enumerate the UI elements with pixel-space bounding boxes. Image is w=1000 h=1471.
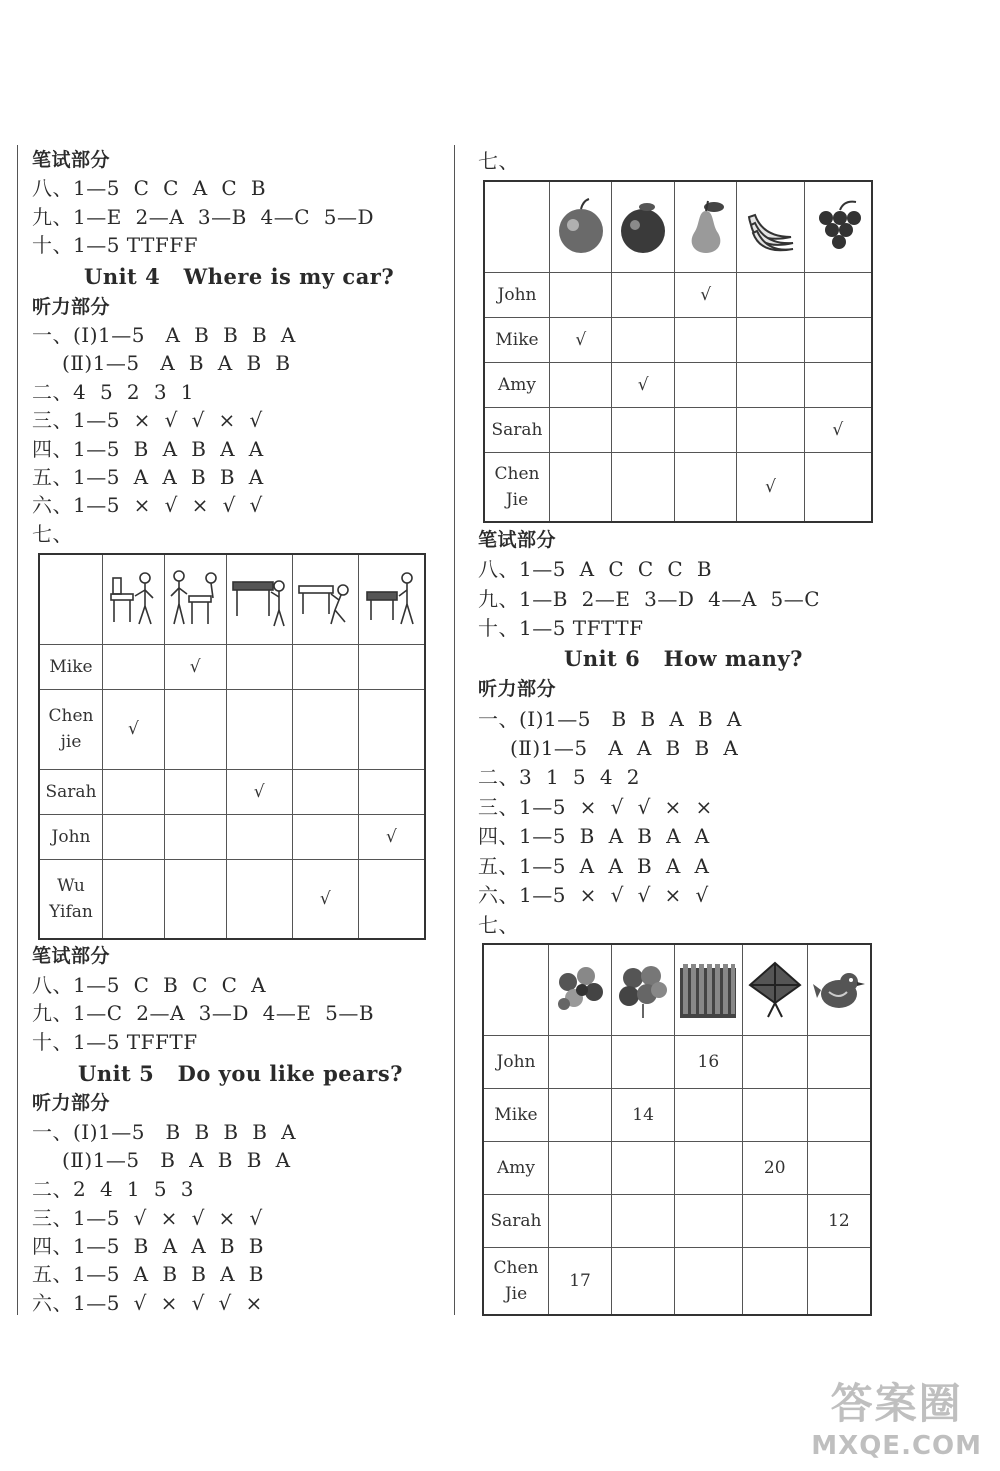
answer-cell <box>674 317 736 362</box>
picture-cell <box>674 181 736 272</box>
answer-line: 三、1—5 √ × √ × √ <box>32 1206 263 1230</box>
corner-cell <box>483 944 549 1035</box>
answer-line: 二、4 5 2 3 1 <box>32 380 194 404</box>
section-heading: 听力部分 <box>32 296 111 318</box>
unit6-counting-table <box>482 943 872 1316</box>
name-cell: Chen Jie <box>483 1247 549 1315</box>
name-cell: Amy <box>484 362 550 407</box>
answer-cell: 17 <box>549 1247 612 1315</box>
pear-icon <box>675 197 736 257</box>
bird-icon <box>808 960 870 1020</box>
unit-title: Unit 5 Do you like pears? <box>78 1061 403 1086</box>
answer-line: 八、1—5 C B C C A <box>32 973 267 997</box>
answer-cell <box>550 407 612 452</box>
name-cell: Mike <box>39 644 103 689</box>
kite-icon <box>743 959 807 1021</box>
picture-cell <box>292 554 358 644</box>
answer-line: 七、 <box>478 149 519 173</box>
answer-cell <box>549 1194 612 1247</box>
picture-cell <box>164 554 226 644</box>
section-heading: 听力部分 <box>32 1092 111 1114</box>
answer-cell <box>612 1141 675 1194</box>
answer-line: 五、1—5 A B B A B <box>32 1262 265 1286</box>
section-heading: 笔试部分 <box>32 945 111 967</box>
watermark-logo: 答案圈 <box>830 1379 963 1428</box>
answer-cell: √ <box>737 452 804 522</box>
answer-cell <box>612 407 674 452</box>
answer-cell: √ <box>103 689 165 769</box>
answer-cell: √ <box>292 859 358 939</box>
name-cell: John <box>484 272 550 317</box>
answer-line: 四、1—5 B A A B B <box>32 1234 265 1258</box>
answer-cell <box>612 272 674 317</box>
answer-cell: √ <box>612 362 674 407</box>
answer-cell <box>164 814 226 859</box>
answer-cell <box>292 689 358 769</box>
answer-cell <box>807 1247 871 1315</box>
answer-cell <box>737 317 804 362</box>
picture-cell <box>226 554 292 644</box>
answer-cell <box>807 1035 871 1088</box>
answer-cell <box>675 1141 742 1194</box>
answer-cell: √ <box>674 272 736 317</box>
answer-line: (Ⅱ)1—5 A B A B B <box>62 351 291 375</box>
answer-cell <box>358 689 425 769</box>
picture-cell <box>612 944 675 1035</box>
name-cell: John <box>39 814 103 859</box>
answer-cell <box>737 407 804 452</box>
answer-line: 十、1—5 TTFFF <box>32 233 198 257</box>
answer-line: 二、2 4 1 5 3 <box>32 1177 194 1201</box>
section-heading: 笔试部分 <box>32 149 111 171</box>
name-cell: Mike <box>483 1088 549 1141</box>
answer-cell <box>742 1088 807 1141</box>
answer-cell: 12 <box>807 1194 871 1247</box>
answer-cell: 16 <box>675 1035 742 1088</box>
answer-cell <box>226 859 292 939</box>
picture-cell <box>675 944 742 1035</box>
answer-cell <box>549 1141 612 1194</box>
answer-line: 一、(Ⅰ)1—5 B B B B A <box>32 1120 297 1144</box>
answer-line: 十、1—5 TFTTF <box>478 616 644 640</box>
banana-icon <box>737 197 803 257</box>
apple-icon <box>550 197 611 257</box>
answer-cell <box>164 769 226 814</box>
picture-cell <box>742 944 807 1035</box>
answer-cell <box>675 1247 742 1315</box>
answer-cell <box>807 1141 871 1194</box>
answer-cell <box>674 362 736 407</box>
unit-title: Unit 4 Where is my car? <box>84 264 395 289</box>
answer-line: 四、1—5 B A B A A <box>478 824 710 848</box>
answer-cell <box>804 452 872 522</box>
answer-cell: 14 <box>612 1088 675 1141</box>
answer-line: 七、 <box>32 522 73 546</box>
name-cell: Chen Jie <box>484 452 550 522</box>
answer-cell <box>549 1088 612 1141</box>
answer-cell <box>737 362 804 407</box>
answer-line: (Ⅱ)1—5 A A B B A <box>510 736 739 760</box>
answer-cell <box>226 689 292 769</box>
watermark <box>811 1371 982 1461</box>
answer-line: 三、1—5 × √ √ × √ <box>32 408 263 432</box>
answer-line: 九、1—E 2—A 3—B 4—C 5—D <box>32 205 375 229</box>
balloons-icon <box>612 960 674 1020</box>
answer-cell <box>549 1035 612 1088</box>
answer-cell <box>804 317 872 362</box>
name-cell: John <box>483 1035 549 1088</box>
answer-cell <box>674 407 736 452</box>
answer-line: 十、1—5 TFFTF <box>32 1030 198 1054</box>
answer-line: 八、1—5 C C A C B <box>32 176 267 200</box>
answer-cell <box>358 859 425 939</box>
answer-cell: √ <box>226 769 292 814</box>
answer-cell <box>358 644 425 689</box>
left-margin-rule <box>17 145 18 1315</box>
answer-cell <box>675 1194 742 1247</box>
answer-cell <box>804 272 872 317</box>
answer-line: 九、1—B 2—E 3—D 4—A 5—C <box>478 587 821 611</box>
watermark-site: MXQE.COM <box>811 1431 982 1461</box>
name-cell: Chen jie <box>39 689 103 769</box>
answer-line: 五、1—5 A A B B A <box>32 465 264 489</box>
picture-cell <box>804 181 872 272</box>
section-heading: 听力部分 <box>478 678 557 700</box>
answer-cell <box>292 644 358 689</box>
answer-cell <box>742 1035 807 1088</box>
name-cell: Sarah <box>484 407 550 452</box>
answer-cell <box>742 1247 807 1315</box>
answer-line: 六、1—5 √ × √ √ × <box>32 1291 263 1315</box>
kid-at-desk-icon <box>103 564 164 634</box>
two-kids-desk-icon <box>165 564 226 634</box>
answer-line: 二、3 1 5 4 2 <box>478 765 640 789</box>
kids-pushing-table-icon <box>293 564 358 634</box>
center-column-rule <box>454 145 455 1315</box>
answer-cell <box>612 1194 675 1247</box>
answer-line: (Ⅱ)1—5 B A B B A <box>62 1148 291 1172</box>
grapes-icon <box>805 196 871 258</box>
answer-cell: √ <box>804 407 872 452</box>
answer-cell <box>612 1035 675 1088</box>
answer-line: 九、1—C 2—A 3—D 4—E 5—B <box>32 1001 375 1025</box>
flowers-icon <box>549 960 611 1020</box>
corner-cell <box>39 554 103 644</box>
answer-cell <box>807 1088 871 1141</box>
name-cell: Amy <box>483 1141 549 1194</box>
answer-line: 一、(Ⅰ)1—5 A B B B A <box>32 323 296 347</box>
answer-cell <box>103 769 165 814</box>
unit5-matching-table <box>483 180 873 523</box>
answer-cell <box>103 859 165 939</box>
answer-cell <box>612 452 674 522</box>
answer-cell: √ <box>358 814 425 859</box>
answer-cell <box>612 317 674 362</box>
answer-cell <box>292 814 358 859</box>
answer-line: 四、1—5 B A B A A <box>32 437 264 461</box>
picture-cell <box>549 944 612 1035</box>
picture-cell <box>612 181 674 272</box>
answer-cell <box>226 644 292 689</box>
answer-cell <box>103 814 165 859</box>
picture-cell <box>737 181 804 272</box>
answer-line: 三、1—5 × √ √ × × <box>478 795 713 819</box>
corner-cell <box>484 181 550 272</box>
answer-cell <box>674 452 736 522</box>
name-cell: Mike <box>484 317 550 362</box>
picture-cell <box>807 944 871 1035</box>
answer-cell <box>804 362 872 407</box>
answer-line: 一、(Ⅰ)1—5 B B A B A <box>478 707 742 731</box>
kid-with-desk-icon <box>359 564 424 634</box>
unit4-matching-table <box>38 553 426 940</box>
answer-line: 六、1—5 × √ √ × √ <box>478 883 709 907</box>
kids-at-table-icon <box>227 564 292 634</box>
answer-cell <box>742 1194 807 1247</box>
answer-line: 六、1—5 × √ × √ √ <box>32 493 263 517</box>
answer-cell <box>550 272 612 317</box>
answer-cell <box>675 1088 742 1141</box>
name-cell: Sarah <box>39 769 103 814</box>
answer-cell <box>226 814 292 859</box>
answer-cell <box>103 644 165 689</box>
answer-cell: √ <box>550 317 612 362</box>
answer-cell: √ <box>164 644 226 689</box>
answer-cell <box>612 1247 675 1315</box>
answer-cell <box>550 362 612 407</box>
section-heading: 笔试部分 <box>478 529 557 551</box>
answer-line: 八、1—5 A C C C B <box>478 557 713 581</box>
crayons-icon <box>675 960 741 1020</box>
name-cell: Wu Yifan <box>39 859 103 939</box>
answer-cell <box>737 272 804 317</box>
answer-cell <box>164 689 226 769</box>
picture-cell <box>103 554 165 644</box>
answer-cell: 20 <box>742 1141 807 1194</box>
orange-icon <box>612 197 673 257</box>
unit-title: Unit 6 How many? <box>564 646 803 671</box>
answer-cell <box>292 769 358 814</box>
name-cell: Sarah <box>483 1194 549 1247</box>
picture-cell <box>358 554 425 644</box>
answer-line: 五、1—5 A A B A A <box>478 854 710 878</box>
answer-cell <box>358 769 425 814</box>
answer-cell <box>550 452 612 522</box>
answer-line: 七、 <box>478 913 519 937</box>
picture-cell <box>550 181 612 272</box>
answer-cell <box>164 859 226 939</box>
